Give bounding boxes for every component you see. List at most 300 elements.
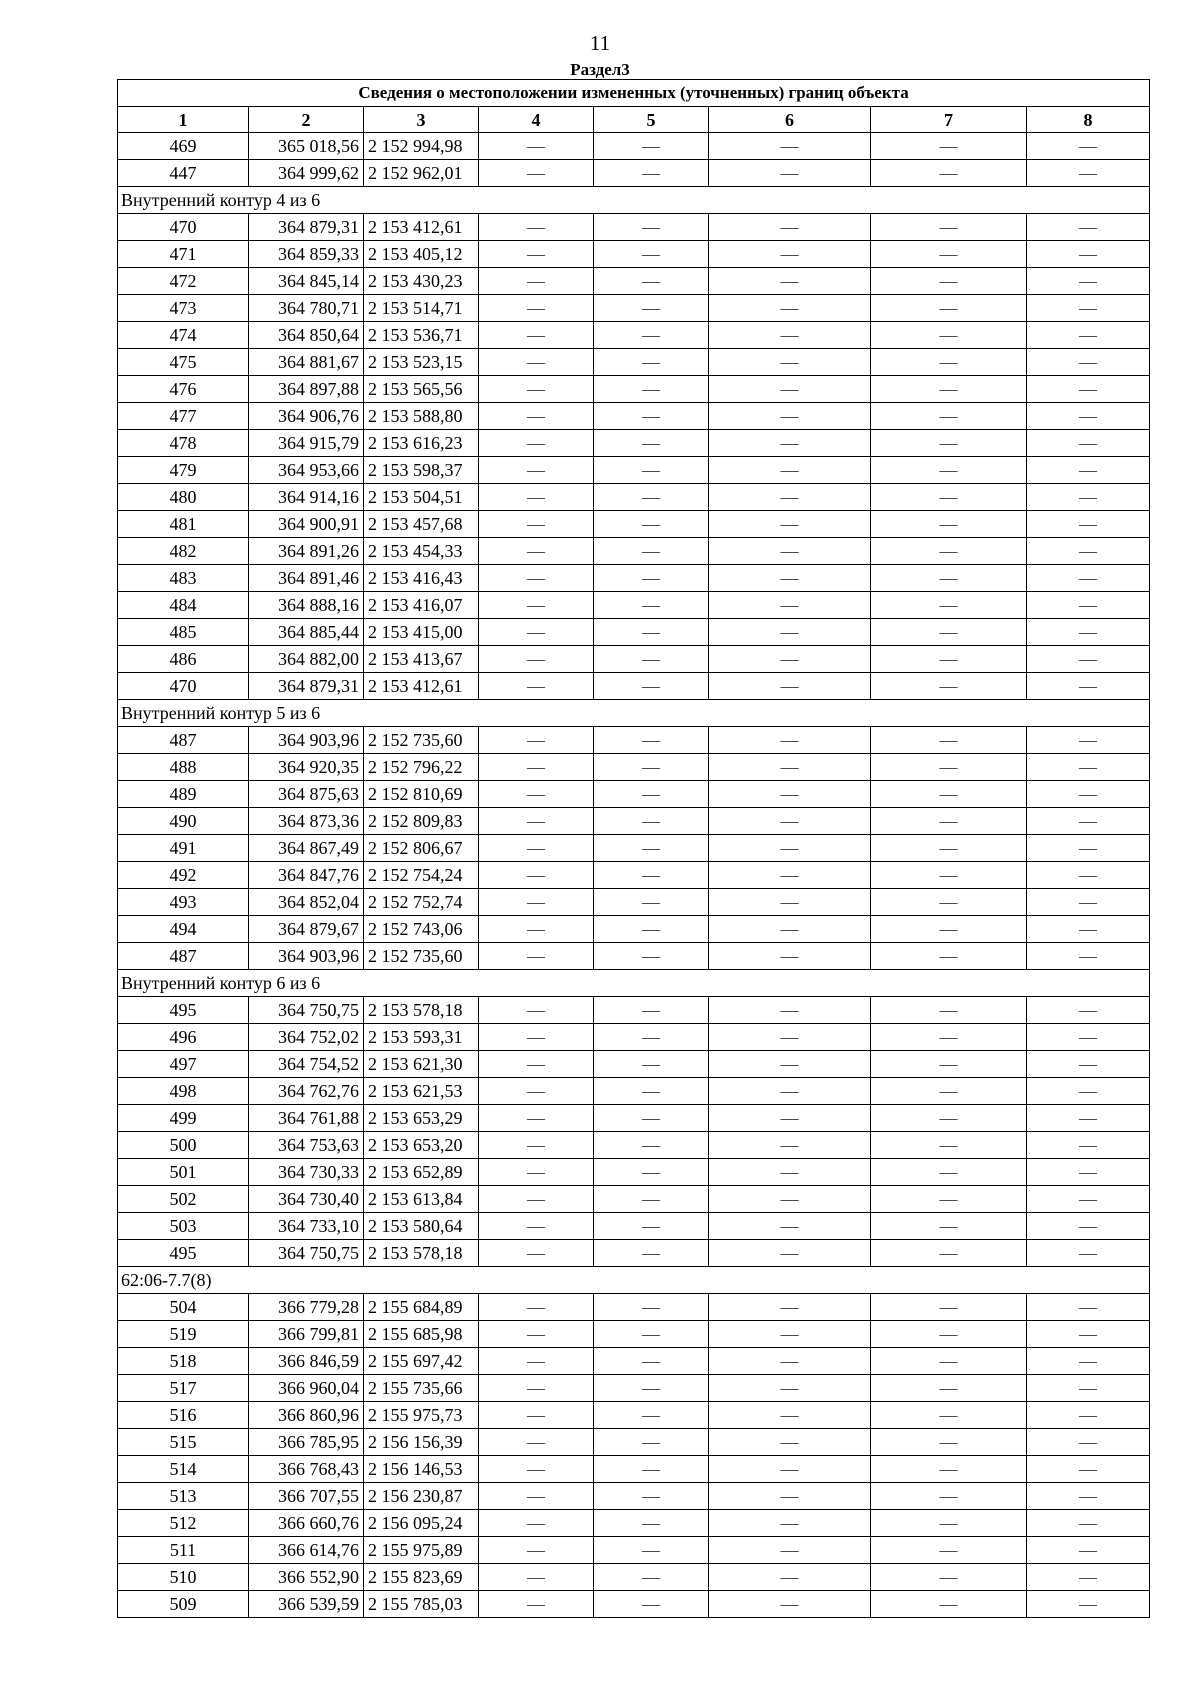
empty-value-cell: — [871,1024,1027,1051]
x-coordinate-cell: 366 768,43 [249,1456,364,1483]
empty-value-cell: — [594,1564,709,1591]
empty-value-cell: — [479,835,594,862]
empty-value-cell: — [594,889,709,916]
empty-value-cell: — [871,511,1027,538]
y-coordinate-cell: 2 153 536,71 [364,322,479,349]
y-coordinate-cell: 2 153 598,37 [364,457,479,484]
x-coordinate-cell: 366 785,95 [249,1429,364,1456]
empty-value-cell: — [479,349,594,376]
empty-value-cell: — [479,619,594,646]
table-row [118,376,1150,403]
empty-value-cell: — [871,673,1027,700]
empty-value-cell: — [1027,268,1150,295]
empty-value-cell: — [479,457,594,484]
point-number-cell: 471 [118,241,249,268]
empty-value-cell: — [594,1321,709,1348]
table-row [118,349,1150,376]
empty-value-cell: — [709,1456,871,1483]
y-coordinate-cell: 2 152 810,69 [364,781,479,808]
point-number-cell: 490 [118,808,249,835]
empty-value-cell: — [479,592,594,619]
y-coordinate-cell: 2 153 616,23 [364,430,479,457]
empty-value-cell: — [594,565,709,592]
table-row [118,1024,1150,1051]
empty-value-cell: — [871,484,1027,511]
empty-value-cell: — [871,1294,1027,1321]
empty-value-cell: — [594,1159,709,1186]
empty-value-cell: — [709,889,871,916]
empty-value-cell: — [479,565,594,592]
y-coordinate-cell: 2 153 415,00 [364,619,479,646]
empty-value-cell: — [709,376,871,403]
empty-value-cell: — [709,1483,871,1510]
empty-value-cell: — [479,241,594,268]
table-row [118,133,1150,160]
empty-value-cell: — [594,1429,709,1456]
empty-value-cell: — [871,1537,1027,1564]
y-coordinate-cell: 2 152 809,83 [364,808,479,835]
table-row [118,646,1150,673]
empty-value-cell: — [479,1132,594,1159]
y-coordinate-cell: 2 153 413,67 [364,646,479,673]
empty-value-cell: — [1027,322,1150,349]
empty-value-cell: — [479,484,594,511]
table-row [118,1078,1150,1105]
empty-value-cell: — [871,1240,1027,1267]
empty-value-cell: — [594,133,709,160]
empty-value-cell: — [594,1078,709,1105]
empty-value-cell: — [479,1159,594,1186]
empty-value-cell: — [594,430,709,457]
empty-value-cell: — [594,1132,709,1159]
empty-value-cell: — [709,295,871,322]
point-number-cell: 473 [118,295,249,322]
table-row [118,295,1150,322]
y-coordinate-cell: 2 153 514,71 [364,295,479,322]
column-number: 3 [364,107,479,133]
empty-value-cell: — [709,1105,871,1132]
empty-value-cell: — [1027,1105,1150,1132]
x-coordinate-cell: 364 882,00 [249,646,364,673]
y-coordinate-cell: 2 152 806,67 [364,835,479,862]
contour-group-label: Внутренний контур 6 из 6 [118,970,1150,997]
empty-value-cell: — [871,565,1027,592]
empty-value-cell: — [1027,1375,1150,1402]
empty-value-cell: — [1027,457,1150,484]
y-coordinate-cell: 2 155 975,73 [364,1402,479,1429]
y-coordinate-cell: 2 156 146,53 [364,1456,479,1483]
table-row [118,484,1150,511]
point-number-cell: 478 [118,430,249,457]
x-coordinate-cell: 364 753,63 [249,1132,364,1159]
x-coordinate-cell: 364 867,49 [249,835,364,862]
point-number-cell: 511 [118,1537,249,1564]
point-number-cell: 491 [118,835,249,862]
empty-value-cell: — [709,214,871,241]
empty-value-cell: — [709,592,871,619]
y-coordinate-cell: 2 156 095,24 [364,1510,479,1537]
empty-value-cell: — [594,1456,709,1483]
empty-value-cell: — [1027,943,1150,970]
table-row [118,1159,1150,1186]
empty-value-cell: — [594,1402,709,1429]
table-row [118,1348,1150,1375]
empty-value-cell: — [479,1024,594,1051]
x-coordinate-cell: 364 730,33 [249,1159,364,1186]
column-number: 8 [1027,107,1150,133]
empty-value-cell: — [479,1537,594,1564]
empty-value-cell: — [1027,619,1150,646]
empty-value-cell: — [479,673,594,700]
empty-value-cell: — [1027,1132,1150,1159]
point-number-cell: 498 [118,1078,249,1105]
x-coordinate-cell: 364 881,67 [249,349,364,376]
empty-value-cell: — [594,1213,709,1240]
empty-value-cell: — [594,916,709,943]
empty-value-cell: — [871,781,1027,808]
empty-value-cell: — [871,349,1027,376]
empty-value-cell: — [1027,1402,1150,1429]
empty-value-cell: — [871,241,1027,268]
point-number-cell: 447 [118,160,249,187]
point-number-cell: 470 [118,214,249,241]
y-coordinate-cell: 2 153 653,20 [364,1132,479,1159]
empty-value-cell: — [479,376,594,403]
empty-value-cell: — [1027,349,1150,376]
empty-value-cell: — [1027,1024,1150,1051]
empty-value-cell: — [594,1186,709,1213]
empty-value-cell: — [1027,862,1150,889]
empty-value-cell: — [1027,133,1150,160]
y-coordinate-cell: 2 152 752,74 [364,889,479,916]
empty-value-cell: — [871,322,1027,349]
empty-value-cell: — [709,430,871,457]
empty-value-cell: — [1027,835,1150,862]
empty-value-cell: — [709,646,871,673]
y-coordinate-cell: 2 153 652,89 [364,1159,479,1186]
table-row [118,430,1150,457]
empty-value-cell: — [709,1564,871,1591]
empty-value-cell: — [1027,1429,1150,1456]
empty-value-cell: — [479,511,594,538]
x-coordinate-cell: 364 906,76 [249,403,364,430]
y-coordinate-cell: 2 156 230,87 [364,1483,479,1510]
x-coordinate-cell: 364 754,52 [249,1051,364,1078]
empty-value-cell: — [1027,1537,1150,1564]
empty-value-cell: — [594,457,709,484]
empty-value-cell: — [709,1294,871,1321]
y-coordinate-cell: 2 153 593,31 [364,1024,479,1051]
empty-value-cell: — [594,997,709,1024]
empty-value-cell: — [871,457,1027,484]
empty-value-cell: — [1027,808,1150,835]
y-coordinate-cell: 2 155 785,03 [364,1591,479,1618]
empty-value-cell: — [709,781,871,808]
point-number-cell: 513 [118,1483,249,1510]
y-coordinate-cell: 2 153 457,68 [364,511,479,538]
empty-value-cell: — [871,1159,1027,1186]
empty-value-cell: — [1027,754,1150,781]
point-number-cell: 485 [118,619,249,646]
empty-value-cell: — [871,1375,1027,1402]
y-coordinate-cell: 2 153 523,15 [364,349,479,376]
point-number-cell: 495 [118,997,249,1024]
empty-value-cell: — [479,403,594,430]
empty-value-cell: — [709,268,871,295]
x-coordinate-cell: 364 903,96 [249,727,364,754]
empty-value-cell: — [594,1510,709,1537]
empty-value-cell: — [1027,160,1150,187]
table-row [118,1510,1150,1537]
x-coordinate-cell: 364 920,35 [249,754,364,781]
empty-value-cell: — [479,1591,594,1618]
point-number-cell: 480 [118,484,249,511]
table-row [118,403,1150,430]
y-coordinate-cell: 2 153 613,84 [364,1186,479,1213]
table-body [118,80,1150,1618]
y-coordinate-cell: 2 153 578,18 [364,997,479,1024]
empty-value-cell: — [709,1591,871,1618]
empty-value-cell: — [709,1159,871,1186]
empty-value-cell: — [709,1132,871,1159]
y-coordinate-cell: 2 155 735,66 [364,1375,479,1402]
empty-value-cell: — [594,268,709,295]
empty-value-cell: — [871,997,1027,1024]
empty-value-cell: — [594,1240,709,1267]
x-coordinate-cell: 364 761,88 [249,1105,364,1132]
empty-value-cell: — [871,943,1027,970]
empty-value-cell: — [1027,1240,1150,1267]
table-row [118,1456,1150,1483]
table-row [118,538,1150,565]
section-title: Раздел3 [570,60,630,79]
empty-value-cell: — [1027,1564,1150,1591]
x-coordinate-cell: 364 915,79 [249,430,364,457]
x-coordinate-cell: 364 873,36 [249,808,364,835]
empty-value-cell: — [709,1186,871,1213]
empty-value-cell: — [1027,484,1150,511]
point-number-cell: 487 [118,727,249,754]
empty-value-cell: — [709,1213,871,1240]
table-row [118,1240,1150,1267]
empty-value-cell: — [709,754,871,781]
empty-value-cell: — [479,1564,594,1591]
y-coordinate-cell: 2 153 588,80 [364,403,479,430]
empty-value-cell: — [709,619,871,646]
point-number-cell: 481 [118,511,249,538]
empty-value-cell: — [709,808,871,835]
table-row [118,943,1150,970]
empty-value-cell: — [479,808,594,835]
point-number-cell: 517 [118,1375,249,1402]
y-coordinate-cell: 2 152 754,24 [364,862,479,889]
y-coordinate-cell: 2 155 975,89 [364,1537,479,1564]
point-number-cell: 518 [118,1348,249,1375]
point-number-cell: 497 [118,1051,249,1078]
point-number-cell: 474 [118,322,249,349]
empty-value-cell: — [1027,1348,1150,1375]
x-coordinate-cell: 364 879,31 [249,673,364,700]
empty-value-cell: — [1027,1321,1150,1348]
point-number-cell: 492 [118,862,249,889]
empty-value-cell: — [479,1240,594,1267]
empty-value-cell: — [1027,592,1150,619]
table-row [118,1591,1150,1618]
empty-value-cell: — [709,943,871,970]
point-number-cell: 488 [118,754,249,781]
empty-value-cell: — [1027,565,1150,592]
table-row [118,781,1150,808]
contour-group-label: Внутренний контур 5 из 6 [118,700,1150,727]
empty-value-cell: — [594,484,709,511]
empty-value-cell: — [594,754,709,781]
empty-value-cell: — [479,997,594,1024]
empty-value-cell: — [1027,781,1150,808]
empty-value-cell: — [871,268,1027,295]
empty-value-cell: — [1027,916,1150,943]
empty-value-cell: — [1027,1591,1150,1618]
empty-value-cell: — [709,1321,871,1348]
empty-value-cell: — [479,1510,594,1537]
empty-value-cell: — [871,1564,1027,1591]
empty-value-cell: — [871,619,1027,646]
point-number-cell: 469 [118,133,249,160]
empty-value-cell: — [594,1051,709,1078]
empty-value-cell: — [594,1105,709,1132]
empty-value-cell: — [709,403,871,430]
empty-value-cell: — [871,538,1027,565]
x-coordinate-cell: 364 859,33 [249,241,364,268]
empty-value-cell: — [1027,997,1150,1024]
x-coordinate-cell: 364 888,16 [249,592,364,619]
table-row [118,457,1150,484]
table-row [118,565,1150,592]
contour-group-label: Внутренний контур 4 из 6 [118,187,1150,214]
empty-value-cell: — [709,835,871,862]
x-coordinate-cell: 366 614,76 [249,1537,364,1564]
point-number-cell: 486 [118,646,249,673]
empty-value-cell: — [1027,1510,1150,1537]
table-row [118,1402,1150,1429]
empty-value-cell: — [871,835,1027,862]
y-coordinate-cell: 2 153 621,53 [364,1078,479,1105]
empty-value-cell: — [479,781,594,808]
empty-value-cell: — [871,1132,1027,1159]
empty-value-cell: — [871,862,1027,889]
empty-value-cell: — [479,943,594,970]
table-row [118,1132,1150,1159]
empty-value-cell: — [871,1429,1027,1456]
table-row [118,835,1150,862]
empty-value-cell: — [1027,430,1150,457]
x-coordinate-cell: 364 891,46 [249,565,364,592]
empty-value-cell: — [709,916,871,943]
contour-group-row [118,970,1150,997]
empty-value-cell: — [479,646,594,673]
table-row [118,916,1150,943]
empty-value-cell: — [871,646,1027,673]
table-row [118,1294,1150,1321]
y-coordinate-cell: 2 152 962,01 [364,160,479,187]
empty-value-cell: — [1027,1213,1150,1240]
empty-value-cell: — [871,1105,1027,1132]
y-coordinate-cell: 2 152 735,60 [364,943,479,970]
empty-value-cell: — [871,1348,1027,1375]
empty-value-cell: — [594,835,709,862]
empty-value-cell: — [479,1429,594,1456]
empty-value-cell: — [594,538,709,565]
x-coordinate-cell: 364 914,16 [249,484,364,511]
table-row [118,1186,1150,1213]
empty-value-cell: — [871,1186,1027,1213]
y-coordinate-cell: 2 155 697,42 [364,1348,479,1375]
column-number: 5 [594,107,709,133]
empty-value-cell: — [594,376,709,403]
empty-value-cell: — [1027,646,1150,673]
empty-value-cell: — [871,1483,1027,1510]
empty-value-cell: — [709,1078,871,1105]
x-coordinate-cell: 364 733,10 [249,1213,364,1240]
point-number-cell: 519 [118,1321,249,1348]
table-row [118,673,1150,700]
empty-value-cell: — [871,1321,1027,1348]
point-number-cell: 483 [118,565,249,592]
empty-value-cell: — [709,322,871,349]
column-number-row [118,107,1150,133]
contour-group-row [118,187,1150,214]
y-coordinate-cell: 2 152 994,98 [364,133,479,160]
y-coordinate-cell: 2 156 156,39 [364,1429,479,1456]
empty-value-cell: — [594,1483,709,1510]
empty-value-cell: — [709,997,871,1024]
empty-value-cell: — [594,862,709,889]
empty-value-cell: — [871,916,1027,943]
empty-value-cell: — [1027,1294,1150,1321]
table-row [118,592,1150,619]
empty-value-cell: — [479,1105,594,1132]
empty-value-cell: — [479,538,594,565]
point-number-cell: 476 [118,376,249,403]
empty-value-cell: — [594,943,709,970]
column-number: 7 [871,107,1027,133]
x-coordinate-cell: 365 018,56 [249,133,364,160]
empty-value-cell: — [479,1348,594,1375]
empty-value-cell: — [594,592,709,619]
point-number-cell: 503 [118,1213,249,1240]
empty-value-cell: — [594,727,709,754]
point-number-cell: 495 [118,1240,249,1267]
empty-value-cell: — [479,727,594,754]
y-coordinate-cell: 2 153 405,12 [364,241,479,268]
empty-value-cell: — [594,808,709,835]
column-number: 2 [249,107,364,133]
empty-value-cell: — [709,862,871,889]
empty-value-cell: — [479,889,594,916]
empty-value-cell: — [479,295,594,322]
y-coordinate-cell: 2 153 578,18 [364,1240,479,1267]
empty-value-cell: — [594,1591,709,1618]
point-number-cell: 489 [118,781,249,808]
empty-value-cell: — [479,1051,594,1078]
table-row [118,619,1150,646]
x-coordinate-cell: 366 846,59 [249,1348,364,1375]
point-number-cell: 479 [118,457,249,484]
empty-value-cell: — [871,1402,1027,1429]
table-row [118,727,1150,754]
empty-value-cell: — [479,754,594,781]
empty-value-cell: — [594,160,709,187]
empty-value-cell: — [1027,1051,1150,1078]
